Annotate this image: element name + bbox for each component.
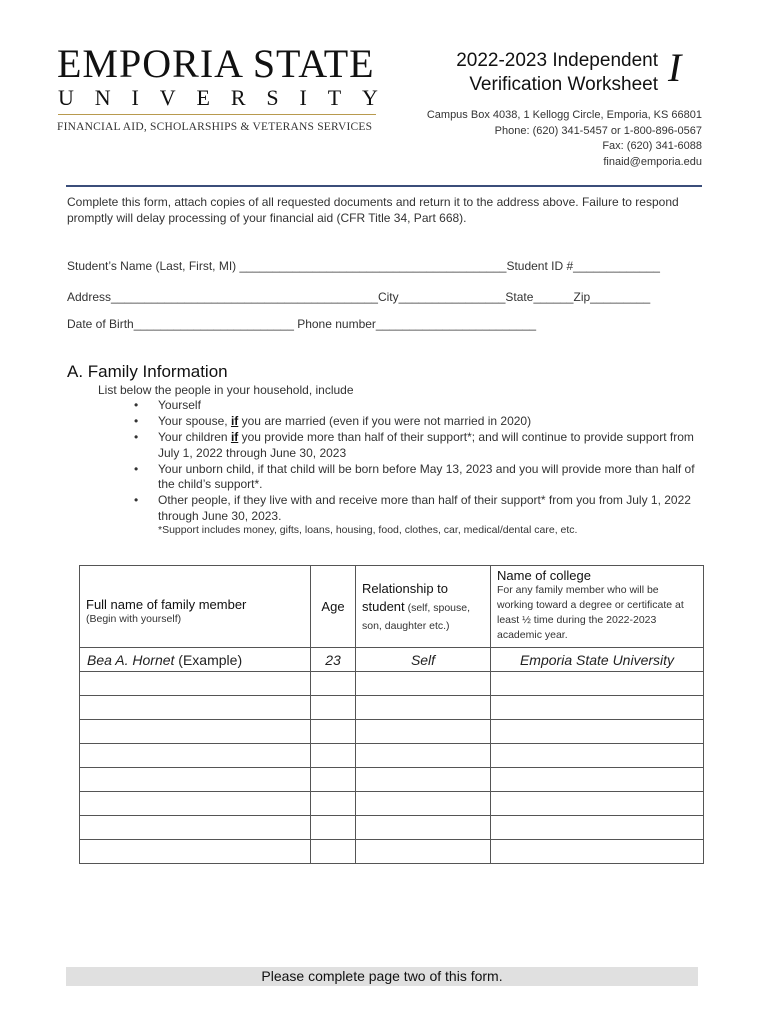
department-name: FINANCIAL AID, SCHOLARSHIPS & VETERANS SERVICES <box>57 121 373 133</box>
relationship-cell[interactable] <box>356 744 491 768</box>
contact-email: finaid@emporia.edu <box>603 155 702 168</box>
age-cell[interactable] <box>311 792 356 816</box>
list-item: • Yourself <box>134 398 201 412</box>
college-cell[interactable] <box>491 672 704 696</box>
table-row <box>80 696 704 720</box>
relationship-cell[interactable] <box>356 792 491 816</box>
college-cell[interactable] <box>491 792 704 816</box>
contact-block <box>380 108 702 170</box>
list-item: • Your children if you provide more than half of their support*; and will continue to provide support from July 1, 2022 through June 30, 2023 <box>134 430 694 460</box>
name-cell[interactable] <box>80 792 311 816</box>
table-header-row <box>80 566 704 648</box>
header-relationship: Relationship to student (self, spouse, son, daughter etc.) <box>356 566 491 648</box>
section-a-heading: A. Family Information <box>67 362 228 381</box>
college-cell[interactable] <box>491 816 704 840</box>
list-item: • Your spouse, if you are married (even if you were not married in 2020) <box>134 414 532 428</box>
student-name-field[interactable]: Student’s Name (Last, First, MI) ________________________________________Student ID #_____________ <box>67 259 660 273</box>
example-age-cell: 23 <box>311 648 356 672</box>
name-cell[interactable] <box>80 696 311 720</box>
table-row <box>80 792 704 816</box>
header-divider <box>66 185 702 187</box>
logo-rule <box>58 114 376 115</box>
address-field[interactable]: Address________________________________________City________________State______Zip_________ <box>67 290 651 304</box>
table-row <box>80 840 704 864</box>
list-item: • Other people, if they live with and receive more than half of their support* from you from July 1, 2022 through June 30, 2023. <box>134 493 691 523</box>
family-table <box>79 565 704 864</box>
logo-name: EMPORIA STATE <box>57 41 375 86</box>
logo-university: U N I V E R S I T Y <box>58 85 378 110</box>
college-cell[interactable] <box>491 744 704 768</box>
household-list <box>130 398 710 525</box>
table-row <box>80 744 704 768</box>
age-cell[interactable] <box>311 696 356 720</box>
relationship-cell[interactable] <box>356 840 491 864</box>
relationship-cell[interactable] <box>356 672 491 696</box>
relationship-cell[interactable] <box>356 696 491 720</box>
example-name-cell: Bea A. Hornet (Example) <box>80 648 311 672</box>
list-item: • Your unborn child, if that child will be born before May 13, 2023 and you will provide more than half of the child’s support*. <box>134 461 695 491</box>
age-cell[interactable] <box>311 816 356 840</box>
household-list-intro: List below the people in your household, include <box>98 383 354 397</box>
name-cell[interactable] <box>80 816 311 840</box>
table-row <box>80 816 704 840</box>
college-cell[interactable] <box>491 720 704 744</box>
contact-phone: Phone: (620) 341-5457 or 1-800-896-0567 <box>494 124 702 137</box>
table-row <box>80 720 704 744</box>
header-full-name: Full name of family member (Begin with yourself) <box>80 566 311 648</box>
name-cell[interactable] <box>80 744 311 768</box>
example-relationship-cell: Self <box>356 648 491 672</box>
name-cell[interactable] <box>80 768 311 792</box>
relationship-cell[interactable] <box>356 816 491 840</box>
relationship-cell[interactable] <box>356 768 491 792</box>
table-row-example <box>80 648 704 672</box>
intro-text: Complete this form, attach copies of all requested documents and return it to the address above. Failure to respond promptly will delay processing of your financial aid (CFR Title 34, Part 668). <box>67 195 679 225</box>
example-college-cell: Emporia State University <box>491 648 704 672</box>
header-college: Name of college For any family member who will be working toward a degree or certificate at least ½ time during the 2022-2023 academic year. <box>491 566 704 648</box>
relationship-cell[interactable] <box>356 720 491 744</box>
contact-address: Campus Box 4038, 1 Kellogg Circle, Emporia, KS 66801 <box>426 109 702 121</box>
support-footnote: *Support includes money, gifts, loans, housing, food, clothes, car, medical/dental care, etc. <box>158 524 578 536</box>
age-cell[interactable] <box>311 672 356 696</box>
form-letter: I <box>668 45 682 90</box>
age-cell[interactable] <box>311 840 356 864</box>
header-age: Age <box>311 566 356 648</box>
college-cell[interactable] <box>491 696 704 720</box>
contact-fax: Fax: (620) 341-6088 <box>602 140 702 152</box>
form-title: 2022-2023 Independent Verification Worksheet <box>456 50 658 95</box>
college-cell[interactable] <box>491 840 704 864</box>
footer-note: Please complete page two of this form. <box>66 967 698 986</box>
name-cell[interactable] <box>80 720 311 744</box>
age-cell[interactable] <box>311 744 356 768</box>
table-row <box>80 672 704 696</box>
name-cell[interactable] <box>80 840 311 864</box>
college-cell[interactable] <box>491 768 704 792</box>
age-cell[interactable] <box>311 768 356 792</box>
name-cell[interactable] <box>80 672 311 696</box>
dob-phone-field[interactable]: Date of Birth________________________ Phone number________________________ <box>67 317 537 331</box>
age-cell[interactable] <box>311 720 356 744</box>
table-row <box>80 768 704 792</box>
